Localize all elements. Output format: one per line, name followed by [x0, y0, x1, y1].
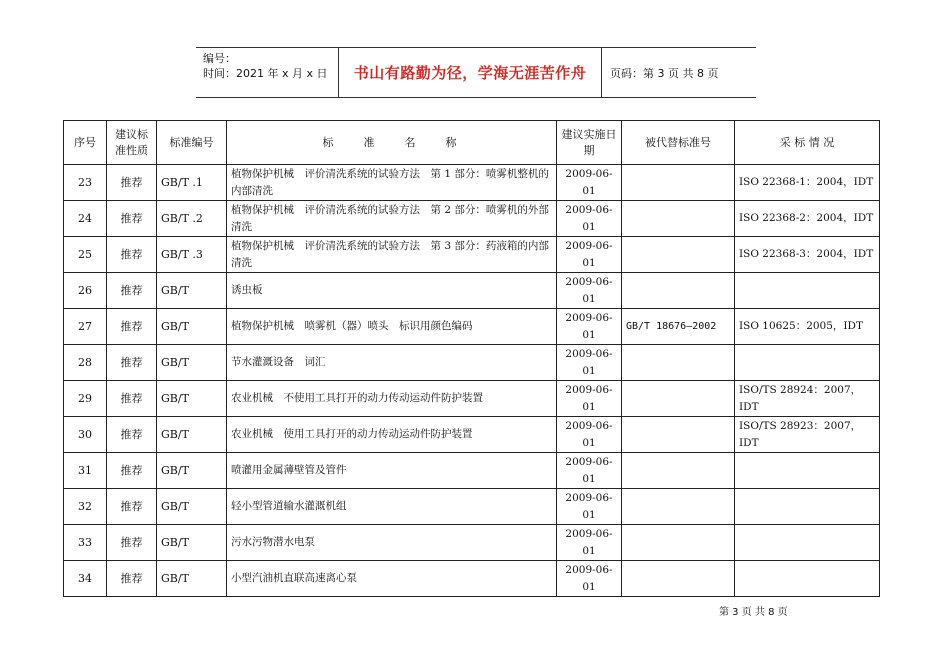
cell-seq: 32: [64, 489, 107, 525]
cell-date: 2009-06-01: [557, 489, 622, 525]
cell-nature: 推荐: [107, 489, 157, 525]
cell-replaced: [622, 201, 735, 237]
cell-replaced: GB/T 18676—2002: [622, 309, 735, 345]
cell-code: GB/T .1: [157, 165, 227, 201]
table-row: [64, 345, 880, 381]
cell-name: 农业机械 不使用工具打开的动力传动运动件防护装置: [227, 381, 557, 417]
cell-date: 2009-06-01: [557, 201, 622, 237]
cell-adopt: ISO 22368-3：2004，IDT: [735, 237, 880, 273]
table-row: [64, 309, 880, 345]
header-adopt: 采 标 情 况: [735, 121, 880, 165]
cell-code: GB/T: [157, 417, 227, 453]
header-meta: [196, 48, 339, 97]
cell-seq: 27: [64, 309, 107, 345]
cell-nature: 推荐: [107, 273, 157, 309]
cell-name: 轻小型管道输水灌溉机组: [227, 489, 557, 525]
cell-seq: 24: [64, 201, 107, 237]
cell-name: 植物保护机械 评价清洗系统的试验方法 第 3 部分：药液箱的内部清洗: [227, 237, 557, 273]
cell-adopt: [735, 561, 880, 597]
cell-adopt: [735, 273, 880, 309]
cell-name: 喷灌用金属薄壁管及管件: [227, 453, 557, 489]
table-row: [64, 525, 880, 561]
cell-code: GB/T: [157, 453, 227, 489]
cell-code: GB/T: [157, 309, 227, 345]
page-label: 页码：第 3 页 共 8 页: [610, 66, 719, 80]
cell-name: 植物保护机械 喷雾机（器）喷头 标识用颜色编码: [227, 309, 557, 345]
cell-adopt: ISO/TS 28923：2007，IDT: [735, 417, 880, 453]
cell-replaced: [622, 453, 735, 489]
cell-adopt: ISO 10625：2005，IDT: [735, 309, 880, 345]
cell-nature: 推荐: [107, 201, 157, 237]
cell-date: 2009-06-01: [557, 345, 622, 381]
cell-seq: 30: [64, 417, 107, 453]
cell-nature: 推荐: [107, 453, 157, 489]
cell-nature: 推荐: [107, 525, 157, 561]
header-date: 建议实施日 期: [557, 121, 622, 165]
time-label: 时间：2021 年 x 月 x 日: [203, 67, 328, 80]
cell-name: 节水灌溉设备 词汇: [227, 345, 557, 381]
cell-code: GB/T .3: [157, 237, 227, 273]
cell-date: 2009-06-01: [557, 561, 622, 597]
cell-date: 2009-06-01: [557, 381, 622, 417]
motto: 书山有路勤为径，学海无涯苦作舟: [339, 48, 602, 97]
cell-name: 农业机械 使用工具打开的动力传动运动件防护装置: [227, 417, 557, 453]
cell-seq: 23: [64, 165, 107, 201]
cell-code: GB/T .2: [157, 201, 227, 237]
cell-replaced: [622, 489, 735, 525]
cell-code: GB/T: [157, 345, 227, 381]
cell-adopt: ISO/TS 28924：2007，IDT: [735, 381, 880, 417]
cell-nature: 推荐: [107, 381, 157, 417]
cell-date: 2009-06-01: [557, 453, 622, 489]
table-row: [64, 165, 880, 201]
header-name: 标准名称: [227, 121, 557, 165]
cell-name: 植物保护机械 评价清洗系统的试验方法 第 2 部分：喷雾机的外部清洗: [227, 201, 557, 237]
header-nature: 建议标准性质: [107, 121, 157, 165]
cell-name: 小型汽油机直联高速离心泵: [227, 561, 557, 597]
cell-date: 2009-06-01: [557, 525, 622, 561]
cell-seq: 26: [64, 273, 107, 309]
cell-adopt: [735, 489, 880, 525]
table-row: [64, 237, 880, 273]
cell-seq: 33: [64, 525, 107, 561]
cell-adopt: ISO 22368-2：2004，IDT: [735, 201, 880, 237]
table-header-row: [64, 121, 880, 165]
cell-replaced: [622, 165, 735, 201]
cell-adopt: [735, 453, 880, 489]
cell-replaced: [622, 417, 735, 453]
number-label: 编号：: [203, 52, 236, 65]
cell-adopt: [735, 345, 880, 381]
cell-replaced: [622, 273, 735, 309]
cell-replaced: [622, 345, 735, 381]
table-row: [64, 273, 880, 309]
table-row: [64, 489, 880, 525]
cell-nature: 推荐: [107, 237, 157, 273]
cell-name: 污水污物潜水电泵: [227, 525, 557, 561]
table-row: [64, 381, 880, 417]
cell-code: GB/T: [157, 489, 227, 525]
cell-nature: 推荐: [107, 345, 157, 381]
header-code: 标准编号: [157, 121, 227, 165]
cell-name: 植物保护机械 评价清洗系统的试验方法 第 1 部分：喷雾机整机的内部清洗: [227, 165, 557, 201]
cell-name: 诱虫板: [227, 273, 557, 309]
cell-replaced: [622, 525, 735, 561]
standards-table: [63, 120, 880, 597]
page-footer: 第 3 页 共 8 页: [719, 607, 788, 618]
cell-nature: 推荐: [107, 165, 157, 201]
cell-date: 2009-06-01: [557, 417, 622, 453]
cell-seq: 34: [64, 561, 107, 597]
table-row: [64, 561, 880, 597]
cell-replaced: [622, 237, 735, 273]
cell-replaced: [622, 561, 735, 597]
cell-replaced: [622, 381, 735, 417]
header-seq: 序号: [64, 121, 107, 165]
cell-adopt: [735, 525, 880, 561]
cell-adopt: ISO 22368-1：2004，IDT: [735, 165, 880, 201]
cell-date: 2009-06-01: [557, 165, 622, 201]
cell-nature: 推荐: [107, 417, 157, 453]
cell-code: GB/T: [157, 381, 227, 417]
cell-date: 2009-06-01: [557, 237, 622, 273]
table-row: [64, 453, 880, 489]
cell-seq: 31: [64, 453, 107, 489]
cell-seq: 25: [64, 237, 107, 273]
cell-code: GB/T: [157, 561, 227, 597]
table-row: [64, 417, 880, 453]
header-replaced: 被代替标准号: [622, 121, 735, 165]
page-header: [196, 47, 756, 98]
cell-nature: 推荐: [107, 561, 157, 597]
cell-code: GB/T: [157, 273, 227, 309]
cell-code: GB/T: [157, 525, 227, 561]
cell-date: 2009-06-01: [557, 309, 622, 345]
cell-seq: 28: [64, 345, 107, 381]
table-row: [64, 201, 880, 237]
cell-seq: 29: [64, 381, 107, 417]
cell-date: 2009-06-01: [557, 273, 622, 309]
cell-nature: 推荐: [107, 309, 157, 345]
